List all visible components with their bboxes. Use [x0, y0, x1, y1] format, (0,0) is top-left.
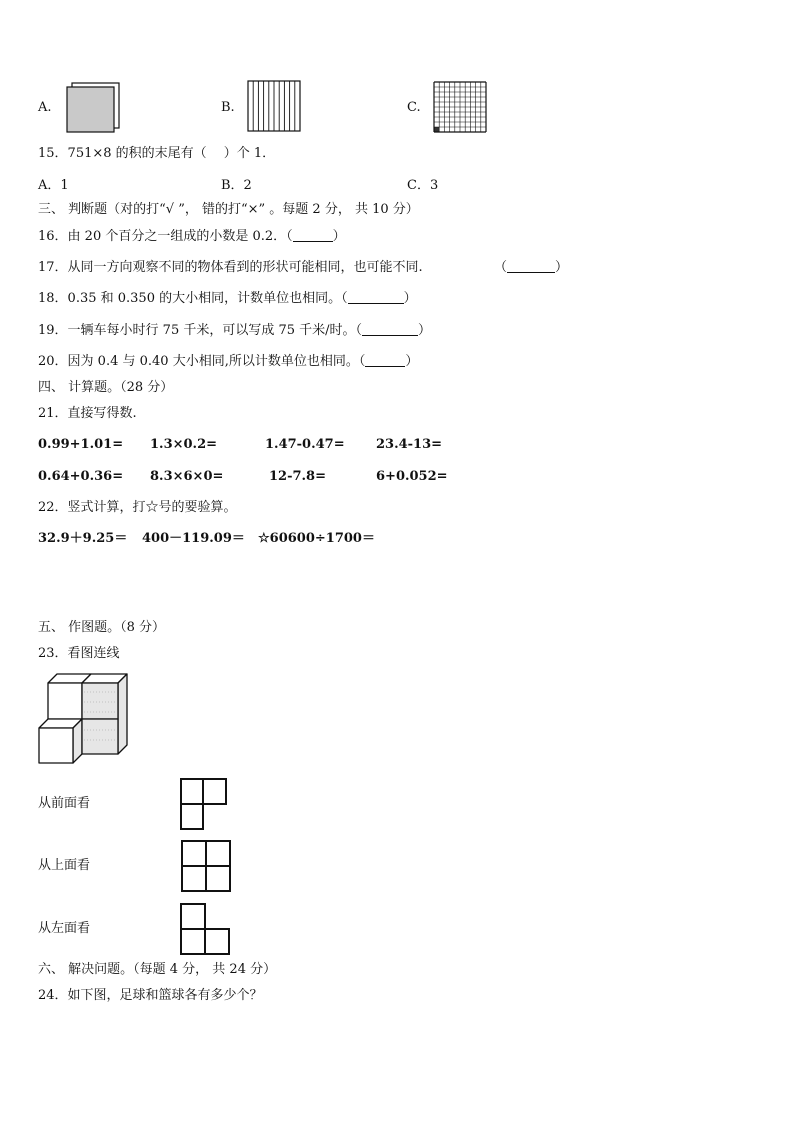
- top-view-figure[interactable]: [180, 839, 232, 893]
- q18-answer-blank[interactable]: [348, 291, 404, 304]
- calc-5: 0.64+0.36=: [38, 469, 124, 484]
- q17-pre: （: [494, 260, 508, 275]
- q18: [38, 291, 417, 307]
- q16: [38, 229, 346, 245]
- q17-answer: [494, 260, 568, 276]
- calc-2: 1.3×0.2=: [150, 437, 218, 452]
- q18-text: 18．0.35 和 0.350 的大小相同，计数单位也相同。（: [38, 291, 348, 306]
- q17: [38, 260, 423, 276]
- section-5-title: 五、 作图题。（8 分）: [38, 620, 166, 635]
- option-a-whole-square-image: [64, 80, 122, 134]
- option-c-label: C.: [407, 100, 421, 115]
- option-b-tenths-square-image: [246, 79, 302, 133]
- front-view-figure[interactable]: [179, 777, 229, 831]
- q17-text: 17．从同一方向观察不同的物体看到的形状可能相同，也可能不同.: [38, 260, 423, 275]
- calc-1: 0.99+1.01=: [38, 437, 124, 452]
- q16-end: ）: [332, 229, 346, 244]
- left-view-figure[interactable]: [179, 902, 231, 956]
- q18-end: ）: [403, 291, 417, 306]
- q20-text: 20．因为 0.4 与 0.40 大小相同,所以计数单位也相同。（: [38, 354, 366, 369]
- option-a-label: A.: [38, 100, 52, 115]
- q20-answer-blank[interactable]: [365, 354, 405, 367]
- vertical-calc-2: 400－119.09＝: [142, 531, 245, 546]
- view-front-label: 从前面看: [38, 796, 91, 811]
- calc-3: 1.47-0.47=: [265, 437, 345, 452]
- q15-option-b: B．2: [221, 178, 252, 193]
- view-top-label: 从上面看: [38, 858, 91, 873]
- q20-end: ）: [405, 354, 419, 369]
- q17-answer-blank[interactable]: [507, 260, 555, 273]
- q19-text: 19．一辆车每小时行 75 千米，可以写成 75 千米/时。（: [38, 323, 363, 338]
- q19-end: ）: [418, 323, 432, 338]
- q21-title: 21．直接写得数.: [38, 406, 137, 421]
- view-left-label: 从左面看: [38, 921, 91, 936]
- calc-8: 6+0.052=: [376, 469, 448, 484]
- q15-question: 15．751×8 的积的末尾有（ ）个 1．: [38, 146, 276, 161]
- calc-4: 23.4-13=: [376, 437, 443, 452]
- calc-7: 12-7.8=: [269, 469, 326, 484]
- q15-option-c: C．3: [407, 178, 439, 193]
- q24-title: 24．如下图，足球和篮球各有多少个？: [38, 988, 263, 1003]
- q16-text: 16．由 20 个百分之一组成的小数是 0.2．（: [38, 229, 293, 244]
- q16-answer-blank[interactable]: [293, 229, 333, 242]
- section-4-title: 四、 计算题。（28 分）: [38, 380, 174, 395]
- vertical-calc-3: ☆60600÷1700＝: [258, 531, 375, 546]
- section-3-title: 三、 判断题（对的打“√ ”， 错的打“×” 。每题 2 分， 共 10 分）: [38, 202, 419, 217]
- vertical-calc-1: 32.9＋9.25＝: [38, 531, 128, 546]
- q19: [38, 323, 431, 339]
- q23-title: 23．看图连线: [38, 646, 120, 661]
- option-b-label: B.: [221, 100, 235, 115]
- q15-option-a: A．1: [38, 178, 69, 193]
- q17-end: ）: [555, 260, 569, 275]
- option-c-hundredths-grid-image: [432, 80, 490, 134]
- q19-answer-blank[interactable]: [362, 323, 418, 336]
- calc-6: 8.3×6×0=: [150, 469, 224, 484]
- cube-stack-figure: [38, 672, 132, 768]
- q22-title: 22．竖式计算，打☆号的要验算。: [38, 500, 237, 515]
- q20: [38, 354, 418, 370]
- section-6-title: 六、 解决问题。（每题 4 分， 共 24 分）: [38, 962, 277, 977]
